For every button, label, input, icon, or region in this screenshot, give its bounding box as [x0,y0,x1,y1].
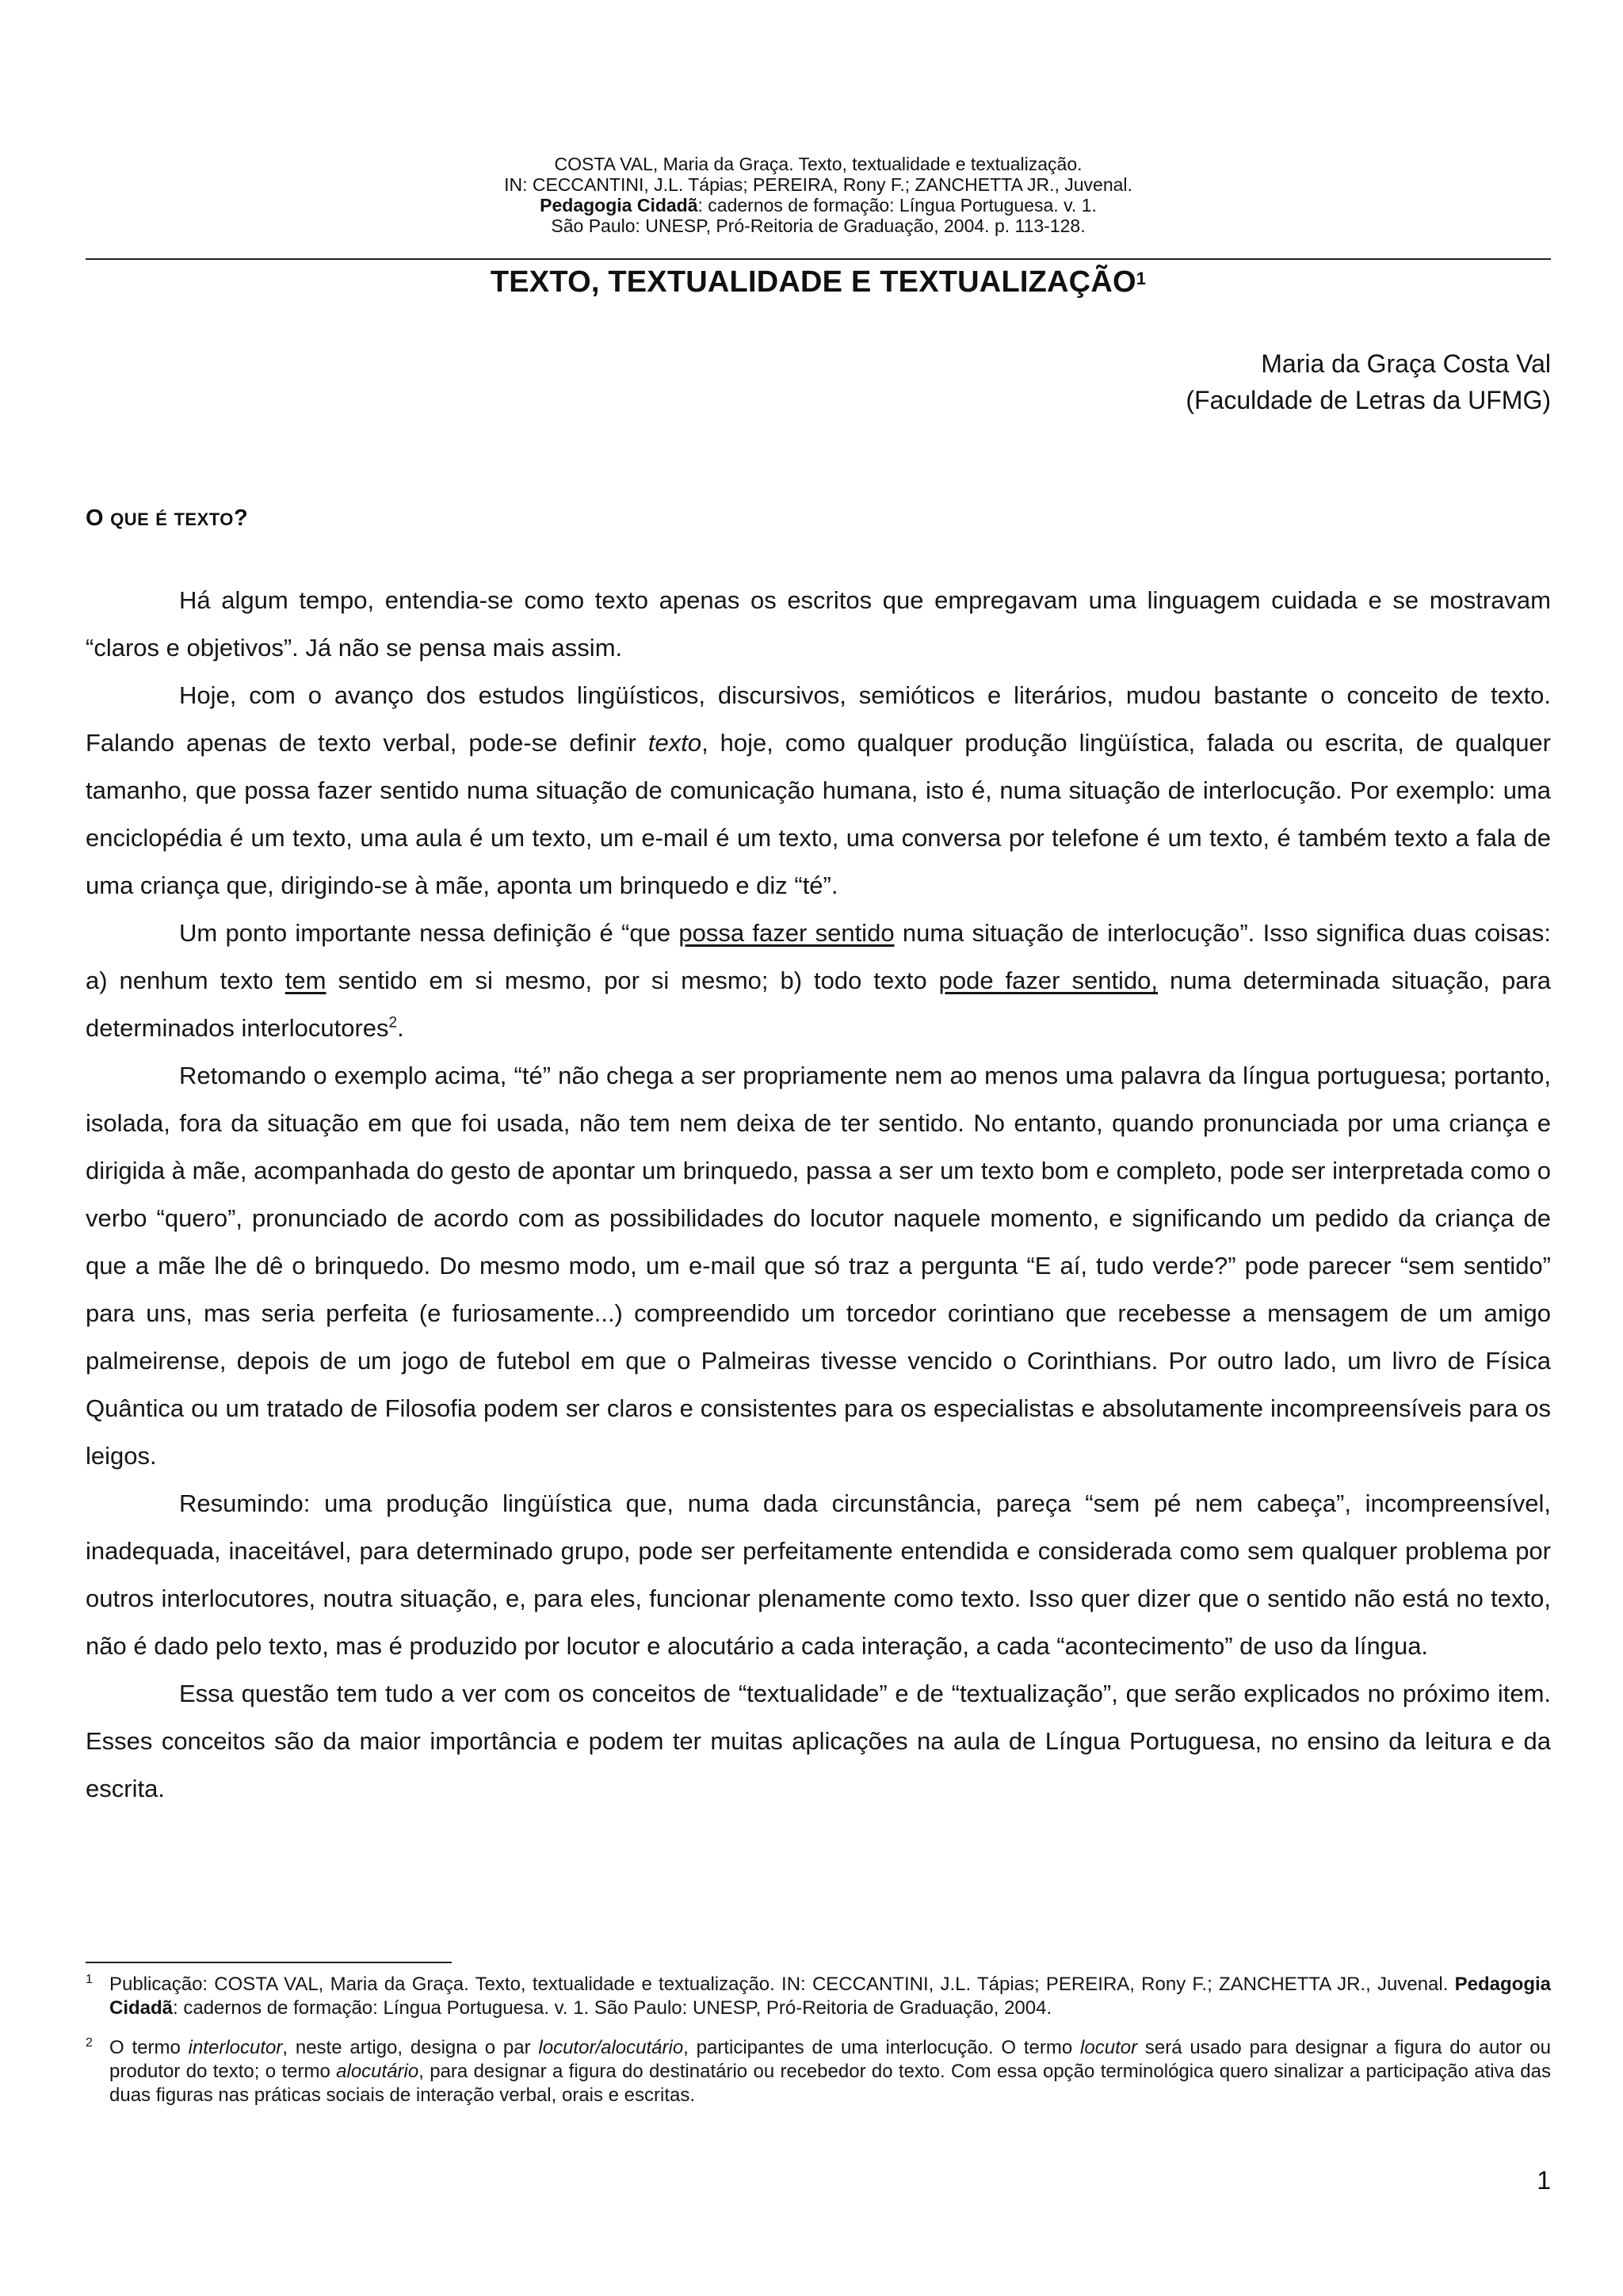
header-rule [86,258,1551,260]
footnote-1-bold: Pedagogia Cidadã [109,1974,1551,2019]
footnote-2-part-d: será usado para designar a figura do autor ou produtor do texto; o termo [109,2037,1552,2082]
document-title-text: TEXTO, TEXTUALIDADE E TEXTUALIZAÇÃO [490,265,1136,299]
section-heading [86,505,248,532]
title-footnote-ref[interactable]: 1 [1136,269,1147,288]
footnote-2-italic-3: locutor [1080,2037,1138,2058]
paragraph-5: Resumindo: uma produção lingüística que, numa dada circunstância, pareça “sem pé nem cabeça”, incompreensível, inadequada, inaceitável, para determinado grupo, pode ser perfeitamente entendida e considerada como sem qualquer problema por outros interlocutores, noutra situação, e, para eles, funcionar plenamente como texto. Isso quer dizer que o sentido não está no texto, não é dado pelo texto, mas é produzido por locutor e alocutário a cada interação, a cada “acontecimento” de uso da língua. [86,1489,1551,1660]
paragraph-3-part-e: . [397,1014,404,1042]
paragraph-4: Retomando o exemplo acima, “té” não chega a ser propriamente nem ao menos uma palavra da língua portuguesa; portanto, isolada, fora da situação em que foi usada, não tem nem deixa de ter sentido. No entanto, quando pronunciada por uma criança e dirigida à mãe, acompanhada do gesto de apontar um brinquedo, passa a ser um texto bom e completo, pode ser interpretada como o verbo “quero”, pronunciado de acordo com as possibilidades do locutor naquele momento, e significando um pedido da criança de que a mãe lhe dê o brinquedo. Do mesmo modo, um e-mail que só traz a pergunta “E aí, tudo verde?” pode parecer “sem sentido” para uns, mas seria perfeita (e furiosamente...) compreendido um torcedor corintiano que recebesse a mensagem de um amigo palmeirense, depois de um jogo de futebol em que o Palmeiras tivesse vencido o Corinthians. Por outro lado, um livro de Física Quântica ou um tratado de Filosofia podem ser claros e consistentes para os especialistas e absolutamente incompreensíveis para os leigos. [86,1062,1551,1470]
footnote-2-part-c: , participantes de uma interlocução. O termo [683,2037,1081,2058]
paragraph-3-underline-3: pode fazer sentido, [938,967,1159,994]
author-block [1186,345,1551,418]
footnote-2-part-a: O termo [109,2037,189,2058]
footnote-separator [86,1962,452,1963]
citation-line-3 [86,195,1551,215]
paragraph-6: Essa questão tem tudo a ver com os conceitos de “textualidade” e de “textualização”, que serão explicados no próximo item. Esses conceitos são da maior importância e podem ter muitas aplicações na aula de Língua Portuguesa, no ensino da leitura e da escrita. [86,1680,1551,1802]
footnote-2-part-e: , para designar a figura do destinatário ou recebedor do texto. Com essa opção terminológica quero sinalizar a participação ativa das duas figuras nas práticas sociais de interação verbal, orais e escritas. [109,2061,1552,2106]
heading-texto: TEXTO [174,509,234,529]
citation-book-title: Pedagogia Cidadã [540,195,698,215]
citation-header [86,154,1551,236]
paragraph-2 [86,672,1551,910]
author-affiliation: (Faculdade de Letras da UFMG) [1186,386,1551,414]
citation-line-4: São Paulo: UNESP, Pró-Reitoria de Graduação, 2004. p. 113-128. [551,215,1086,236]
document-title [86,261,1551,303]
paragraph-3-part-c: sentido em si mesmo, por si mesmo; b) todo texto [326,967,939,994]
author-name: Maria da Graça Costa Val [1261,349,1551,378]
paragraph-3-part-b: numa situação de interlocução”. Isso significa duas coisas: a) nenhum texto [86,919,1552,994]
paragraph-2-italic: texto [647,729,702,757]
footnotes [86,1973,1551,2123]
footnote-2-mark: 2 [86,2036,93,2050]
footnote-ref-2[interactable]: 2 [388,1014,398,1032]
footnote-2 [86,2036,1551,2107]
heading-question-mark: ? [233,505,249,531]
footnote-1-part-b: : cadernos de formação: Língua Portuguesa. v. 1. São Paulo: UNESP, Pró-Reitoria de Graduação, 2004. [173,1997,1052,2019]
footnote-2-body [109,2036,1551,2107]
heading-que: QUE [110,509,150,529]
page-number: 1 [1537,2166,1551,2195]
paragraph-3-underline-2: tem [285,967,327,994]
footnote-1 [86,1973,1551,2020]
heading-o: O [86,505,105,531]
paragraph-3-part-d: numa determinada situação, para determinados interlocutores [86,967,1552,1042]
footnote-2-part-b: , neste artigo, designa o par [282,2037,539,2058]
footnote-2-italic-4: alocutário [336,2061,419,2082]
paragraph-3-part-a: Um ponto importante nessa definição é “que [179,919,679,947]
citation-line-3-rest: : cadernos de formação: Língua Portuguesa. v. 1. [697,195,1097,215]
heading-e: É [155,509,168,529]
citation-line-1: COSTA VAL, Maria da Graça. Texto, textualidade e textualização. [554,154,1083,174]
footnote-2-italic-2: locutor/alocutário [538,2037,684,2058]
paragraph-3-underline-1: possa fazer sentido [678,919,895,947]
paragraph-2-part-b: , hoje, como qualquer produção lingüística, falada ou escrita, de qualquer tamanho, que possa fazer sentido numa situação de comunicação humana, isto é, numa situação de interlocução. Por exemplo: uma enciclopédia é um texto, uma aula é um texto, um e-mail é um texto, uma conversa por telefone é um texto, é também texto a fala de uma criança que, dirigindo-se à mãe, aponta um brinquedo e diz “té”. [86,729,1551,899]
paragraph-2-part-a: Hoje, com o avanço dos estudos lingüísticos, discursivos, semióticos e literários, mudou bastante o conceito de texto. Falando apenas de texto verbal, pode-se definir [86,681,1551,757]
footnote-2-italic-1: interlocutor [188,2037,283,2058]
paragraph-1: Há algum tempo, entendia-se como texto apenas os escritos que empregavam uma linguagem cuidada e se mostravam “claros e objetivos”. Já não se pensa mais assim. [86,586,1551,662]
body-text [86,577,1551,1813]
citation-line-2: IN: CECCANTINI, J.L. Tápias; PEREIRA, Rony F.; ZANCHETTA JR., Juvenal. [504,174,1132,195]
footnote-1-part-a: Publicação: COSTA VAL, Maria da Graça. Texto, textualidade e textualização. IN: CECCANTINI, J.L. Tápias; PEREIRA, Rony F.; ZANCHETTA JR., Juvenal. [109,1974,1455,1995]
paragraph-3 [86,910,1551,1052]
footnote-1-body [109,1973,1551,2020]
footnote-1-mark: 1 [86,1973,93,1986]
